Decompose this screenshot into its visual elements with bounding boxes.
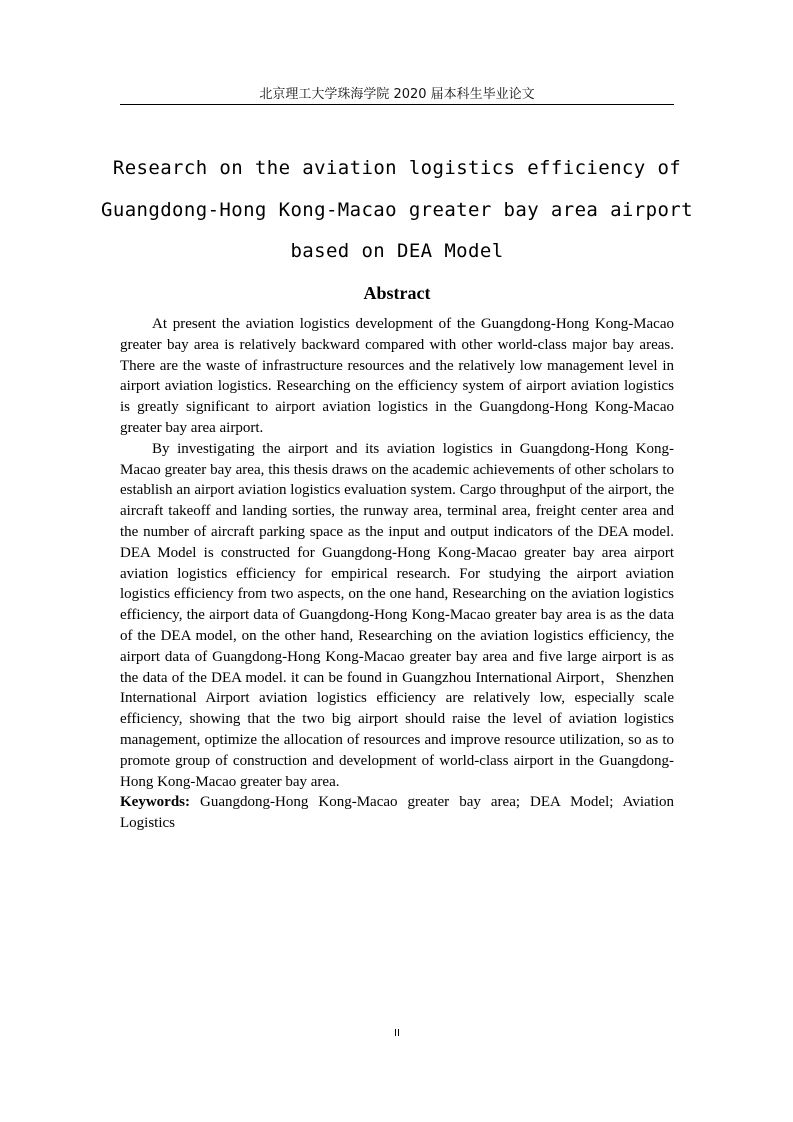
abstract-paragraph-1: At present the aviation logistics development of the Guangdong-Hong Kong-Macao greater bay area is relatively backward compared with other world-class major bay areas. There are the waste of infrastructure resources and the relatively low management level in airport aviation logistics. Researching on the efficiency system of airport aviation logistics is greatly significant to airport aviation logistics in the Guangdong-Hong Kong-Macao greater bay area airport. — [120, 316, 674, 436]
keywords-line — [120, 792, 674, 834]
title-line-3: based on DEA Model — [290, 240, 504, 262]
title-line-1: Research on the aviation logistics efficiency of — [112, 157, 682, 179]
running-header: 北京理工大学珠海学院 2020 届本科生毕业论文 — [259, 87, 535, 102]
title-line-2: Guangdong-Hong Kong-Macao greater bay area airport — [101, 198, 693, 221]
paper-title — [100, 148, 694, 273]
keywords-label: Keywords: — [120, 794, 190, 811]
abstract-heading: Abstract — [363, 283, 431, 303]
page-number: II — [394, 1028, 400, 1039]
header-divider — [120, 104, 674, 105]
keywords-text: Guangdong-Hong Kong-Macao greater bay area; DEA Model; Aviation Logistics — [120, 794, 674, 832]
abstract-paragraph-2: By investigating the airport and its aviation logistics in Guangdong-Hong Kong-Macao greater bay area, this thesis draws on the academic achievements of other scholars to establish an airport aviation logistics evaluation system. Cargo throughput of the airport, the aircraft takeoff and landing sorties, the runway area, terminal area, freight center area and the number of aircraft parking space as the input and output indicators of the DEA model. DEA Model is constructed for Guangdong-Hong Kong-Macao greater bay area airport aviation logistics efficiency for empirical research. For studying the airport aviation logistics efficiency from two aspects, on the one hand, Researching on the aviation logistics efficiency, the airport data of Guangdong-Hong Kong-Macao greater bay area is as the data of the DEA model, on the other hand, Researching on the aviation logistics efficiency, the airport data of Guangdong-Hong Kong-Macao greater bay area and five large airport is as the data of the DEA model. it can be found in Guangzhou International Airport，Shenzhen International Airport aviation logistics efficiency are relatively low, especially scale efficiency, showing that the two big airport should raise the level of aviation logistics management, optimize the allocation of resources and improve resource utilization, so as to promote group of construction and development of world-class airport in the Guangdong-Hong Kong-Macao greater bay area. — [120, 440, 674, 790]
abstract-body — [120, 314, 674, 834]
